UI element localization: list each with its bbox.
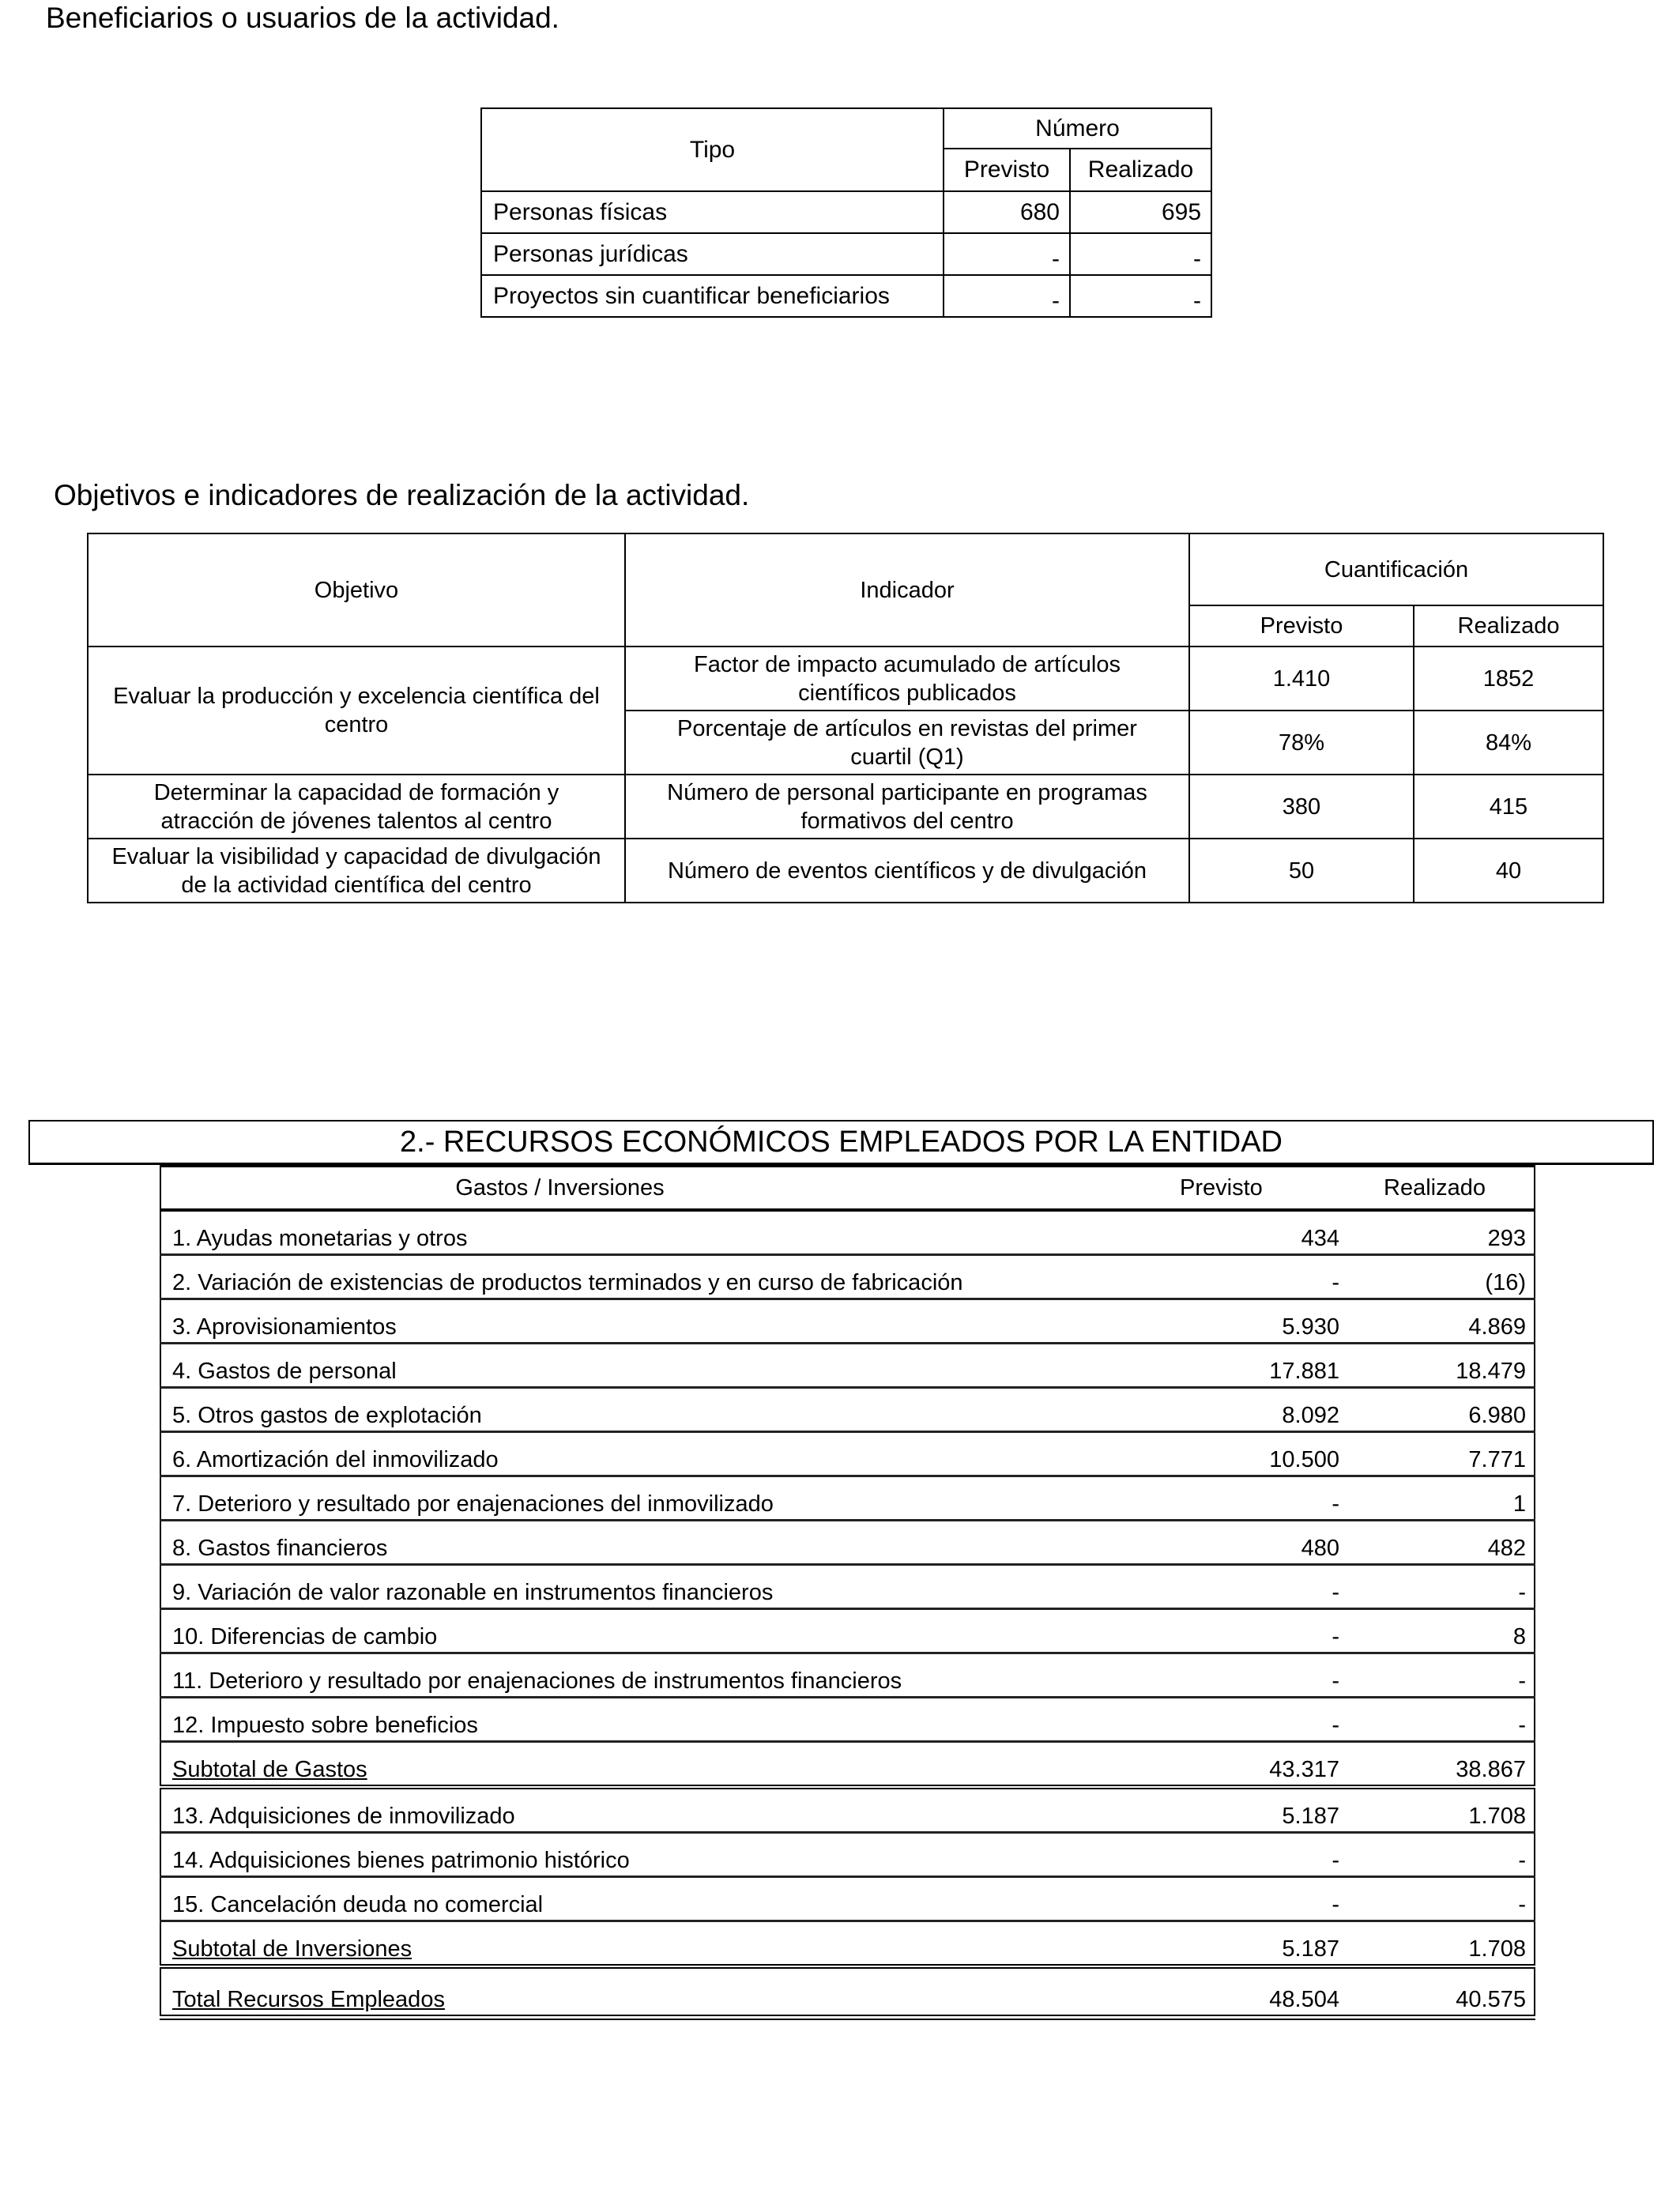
table-row	[160, 1432, 1535, 1476]
row-previsto: 43.317	[1180, 1742, 1347, 1788]
table-row	[160, 1521, 1535, 1565]
row-tipo: Proyectos sin cuantificar beneficiarios	[481, 275, 944, 317]
row-indicador: Factor de impacto acumulado de artículos científicos publicados	[625, 647, 1189, 711]
header-concepto: Gastos / Inversiones	[160, 1166, 1180, 1211]
table-row	[160, 1388, 1535, 1432]
row-realizado: 1.708	[1347, 1787, 1535, 1833]
row-previsto: 8.092	[1180, 1388, 1347, 1432]
header-objetivo: Objetivo	[88, 533, 625, 647]
row-concepto: 8. Gastos financieros	[160, 1521, 1180, 1565]
row-realizado: 293	[1347, 1210, 1535, 1255]
row-previsto: -	[944, 275, 1070, 317]
total-row	[160, 1966, 1535, 2018]
row-realizado: -	[1347, 1565, 1535, 1609]
subtotal-inversiones-row	[160, 1921, 1535, 1967]
row-previsto: 5.187	[1180, 1787, 1347, 1833]
row-previsto: 380	[1189, 775, 1414, 839]
row-previsto: -	[1180, 1698, 1347, 1742]
row-previsto: 1.410	[1189, 647, 1414, 711]
recursos-table	[160, 1163, 1535, 2020]
row-previsto: -	[1180, 1833, 1347, 1877]
row-previsto: 17.881	[1180, 1344, 1347, 1388]
header-tipo: Tipo	[481, 108, 944, 191]
table-row	[160, 1565, 1535, 1609]
row-previsto: -	[1180, 1653, 1347, 1698]
table-row	[160, 1653, 1535, 1698]
table-row	[160, 1698, 1535, 1742]
row-concepto: 2. Variación de existencias de productos terminados y en curso de fabricación	[160, 1255, 1180, 1299]
row-realizado: 4.869	[1347, 1299, 1535, 1344]
row-tipo: Personas físicas	[481, 191, 944, 233]
row-previsto: 50	[1189, 839, 1414, 903]
row-objetivo: Evaluar la producción y excelencia científica del centro	[88, 647, 625, 775]
row-realizado: 8	[1347, 1609, 1535, 1653]
row-concepto: 3. Aprovisionamientos	[160, 1299, 1180, 1344]
row-previsto: 5.187	[1180, 1921, 1347, 1967]
header-previsto: Previsto	[944, 149, 1070, 191]
row-realizado: 1.708	[1347, 1921, 1535, 1967]
row-previsto: 5.930	[1180, 1299, 1347, 1344]
table-row	[160, 1299, 1535, 1344]
table-row	[160, 1210, 1535, 1255]
row-realizado: -	[1070, 275, 1211, 317]
row-realizado: -	[1070, 233, 1211, 275]
row-indicador: Porcentaje de artículos en revistas del primer cuartil (Q1)	[625, 711, 1189, 775]
objetivos-table	[87, 533, 1604, 903]
header-numero: Número	[944, 108, 1211, 149]
row-realizado: 415	[1414, 775, 1603, 839]
table-row	[481, 233, 1211, 275]
row-concepto: 11. Deterioro y resultado por enajenaciones de instrumentos financieros	[160, 1653, 1180, 1698]
header-indicador: Indicador	[625, 533, 1189, 647]
row-concepto: Subtotal de Inversiones	[172, 1936, 412, 1962]
header-realizado: Realizado	[1347, 1166, 1535, 1211]
row-realizado: 1852	[1414, 647, 1603, 711]
row-concepto: 12. Impuesto sobre beneficios	[160, 1698, 1180, 1742]
row-realizado: 84%	[1414, 711, 1603, 775]
header-previsto: Previsto	[1189, 605, 1414, 647]
subtotal-gastos-row	[160, 1742, 1535, 1788]
row-concepto: 4. Gastos de personal	[160, 1344, 1180, 1388]
row-previsto: -	[1180, 1609, 1347, 1653]
row-realizado: 1	[1347, 1476, 1535, 1521]
row-previsto: 680	[944, 191, 1070, 233]
row-previsto: 10.500	[1180, 1432, 1347, 1476]
table-row	[481, 191, 1211, 233]
row-previsto: 78%	[1189, 711, 1414, 775]
row-indicador: Número de personal participante en programas formativos del centro	[625, 775, 1189, 839]
table-row	[88, 775, 1603, 839]
header-previsto: Previsto	[1180, 1166, 1347, 1211]
row-previsto: -	[1180, 1476, 1347, 1521]
row-objetivo: Evaluar la visibilidad y capacidad de divulgación de la actividad científica del centro	[88, 839, 625, 903]
row-previsto: 434	[1180, 1210, 1347, 1255]
row-concepto: 9. Variación de valor razonable en instrumentos financieros	[160, 1565, 1180, 1609]
row-realizado: 18.479	[1347, 1344, 1535, 1388]
table-row	[88, 647, 1603, 711]
row-concepto: Total Recursos Empleados	[172, 1987, 445, 2012]
row-concepto: 7. Deterioro y resultado por enajenaciones del inmovilizado	[160, 1476, 1180, 1521]
table-row	[481, 275, 1211, 317]
row-previsto: -	[1180, 1255, 1347, 1299]
objetivos-title: Objetivos e indicadores de realización de la actividad.	[54, 479, 750, 511]
table-row	[160, 1255, 1535, 1299]
row-objetivo: Determinar la capacidad de formación y atracción de jóvenes talentos al centro	[88, 775, 625, 839]
row-realizado: 482	[1347, 1521, 1535, 1565]
row-previsto: -	[1180, 1565, 1347, 1609]
row-concepto: 10. Diferencias de cambio	[160, 1609, 1180, 1653]
table-row	[88, 839, 1603, 903]
table-row	[160, 1476, 1535, 1521]
row-concepto: Subtotal de Gastos	[172, 1757, 367, 1782]
row-realizado: 695	[1070, 191, 1211, 233]
row-concepto: 6. Amortización del inmovilizado	[160, 1432, 1180, 1476]
beneficiarios-title: Beneficiarios o usuarios de la actividad.	[46, 2, 559, 34]
row-previsto: 48.504	[1180, 1966, 1347, 2018]
table-row	[160, 1787, 1535, 1833]
row-concepto: 5. Otros gastos de explotación	[160, 1388, 1180, 1432]
row-realizado: -	[1347, 1653, 1535, 1698]
row-concepto: 13. Adquisiciones de inmovilizado	[160, 1787, 1180, 1833]
row-concepto: 14. Adquisiciones bienes patrimonio histórico	[160, 1833, 1180, 1877]
row-indicador: Número de eventos científicos y de divulgación	[625, 839, 1189, 903]
row-realizado: 38.867	[1347, 1742, 1535, 1788]
row-realizado: 40.575	[1347, 1966, 1535, 2018]
row-realizado: 7.771	[1347, 1432, 1535, 1476]
row-realizado: 40	[1414, 839, 1603, 903]
row-previsto: -	[1180, 1877, 1347, 1921]
header-realizado: Realizado	[1414, 605, 1603, 647]
beneficiarios-table	[480, 107, 1212, 318]
row-realizado: 6.980	[1347, 1388, 1535, 1432]
row-tipo: Personas jurídicas	[481, 233, 944, 275]
row-realizado: -	[1347, 1833, 1535, 1877]
table-row	[160, 1344, 1535, 1388]
table-row	[160, 1609, 1535, 1653]
header-cuantificacion: Cuantificación	[1189, 533, 1603, 605]
row-previsto: 480	[1180, 1521, 1347, 1565]
table-row	[160, 1833, 1535, 1877]
row-realizado: -	[1347, 1877, 1535, 1921]
row-concepto: 15. Cancelación deuda no comercial	[160, 1877, 1180, 1921]
row-realizado: (16)	[1347, 1255, 1535, 1299]
header-realizado: Realizado	[1070, 149, 1211, 191]
row-concepto: 1. Ayudas monetarias y otros	[160, 1210, 1180, 1255]
row-previsto: -	[944, 233, 1070, 275]
row-realizado: -	[1347, 1698, 1535, 1742]
table-row	[160, 1877, 1535, 1921]
recursos-section-title: 2.- RECURSOS ECONÓMICOS EMPLEADOS POR LA ENTIDAD	[28, 1120, 1654, 1165]
